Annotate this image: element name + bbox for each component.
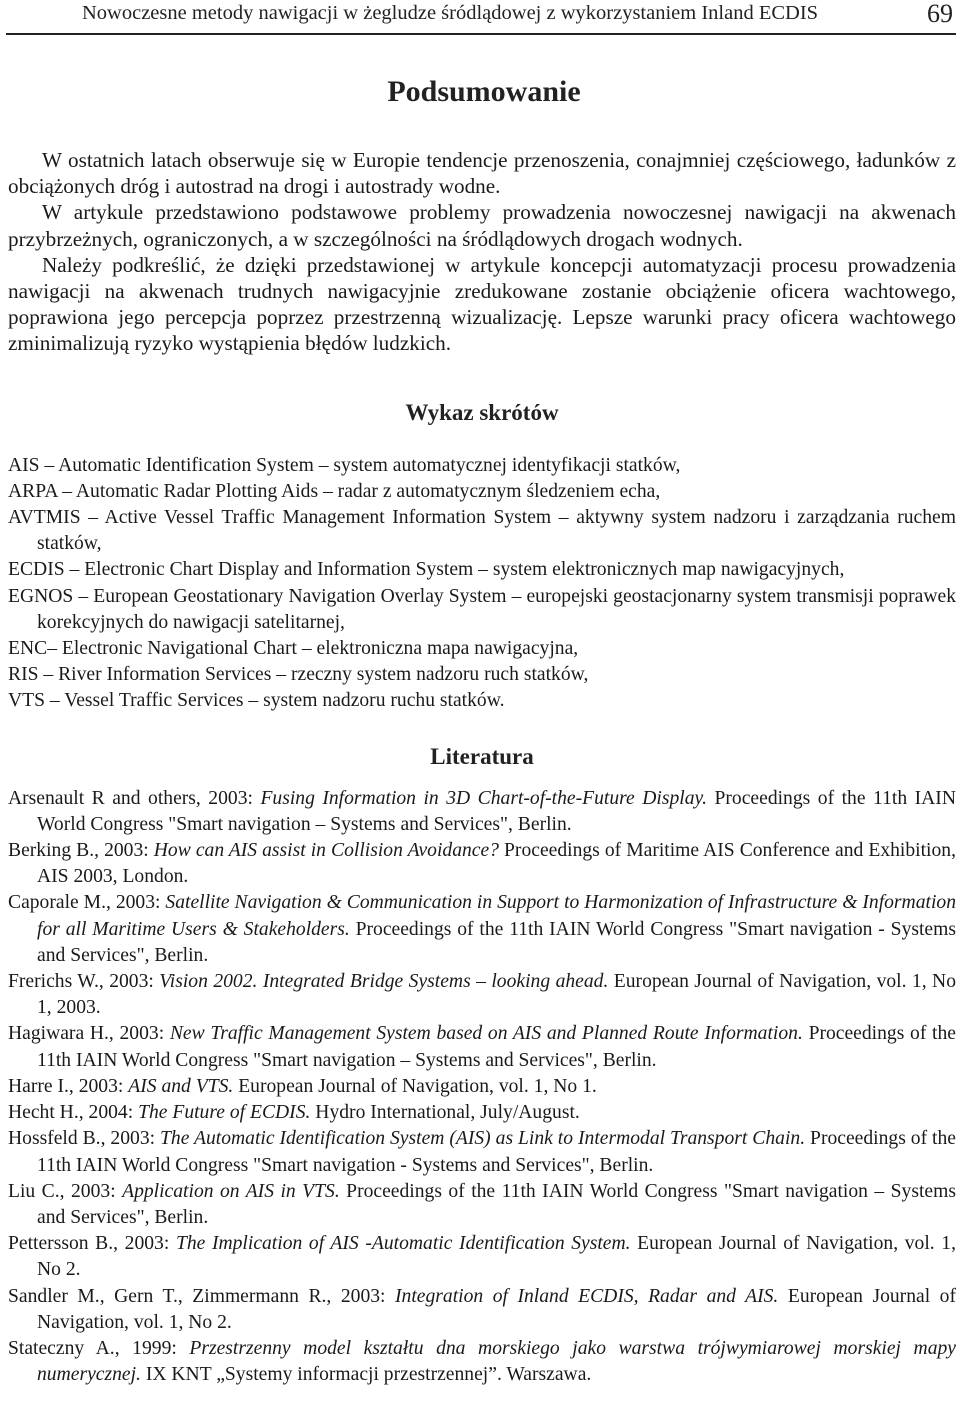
summary-heading: Podsumowanie	[387, 75, 581, 108]
reference-item	[8, 1336, 956, 1388]
reference-title: The Automatic Identification System (AIS) as Link to Intermodal Transport Chain.	[160, 1128, 806, 1150]
abbreviation-item: ECDIS – Electronic Chart Display and Information System – system elektronicznych map nawigacyjnych,	[8, 559, 845, 581]
reference-title: Vision 2002. Integrated Bridge Systems – looking ahead.	[159, 971, 609, 993]
abbreviation-item: VTS – Vessel Traffic Services – system nadzoru ruchu statków.	[8, 690, 505, 712]
reference-author: Hossfeld B., 2003:	[8, 1128, 161, 1150]
reference-source: IX KNT „Systemy informacji przestrzennej”. Warszawa.	[140, 1364, 592, 1386]
reference-list	[8, 786, 956, 1389]
reference-title: Fusing Information in 3D Chart-of-the-Future Display.	[260, 787, 708, 809]
abbreviation-item: ENC– Electronic Navigational Chart – elektroniczna mapa nawigacyjna,	[8, 638, 579, 660]
abbreviation-item: AIS – Automatic Identification System – system automatycznej identyfikacji statków,	[8, 454, 681, 476]
reference-author: Pettersson B., 2003:	[8, 1233, 176, 1255]
summary-paragraph: W artykule przedstawiono podstawowe problemy prowadzenia nowoczesnej nawigacji na akwenach przybrzeżnych, ograniczonych, a w szczególności na śródlądowych drogach wodnych.	[8, 200, 956, 251]
reference-source: Proceedings of Maritime AIS Conference and Exhibition, AIS 2003, London.	[37, 840, 956, 888]
reference-item	[8, 1074, 956, 1100]
reference-author: Stateczny A., 1999:	[8, 1337, 190, 1359]
reference-author: Arsenault R and others, 2003:	[8, 787, 261, 809]
reference-item	[8, 969, 956, 1021]
reference-source: Proceedings of the 11th IAIN World Congress "Smart navigation – Systems and Services", Berlin.	[37, 1180, 956, 1228]
reference-title: Application on AIS in VTS.	[122, 1180, 340, 1202]
reference-title: How can AIS assist in Collision Avoidance?	[153, 840, 499, 862]
reference-item	[8, 890, 956, 969]
reference-source: Proceedings of the 11th IAIN World Congress "Smart navigation – Systems and Services", Berlin.	[37, 1023, 956, 1071]
reference-author: Hagiwara H., 2003:	[8, 1023, 170, 1045]
reference-author: Sandler M., Gern T., Zimmermann R., 2003:	[8, 1285, 396, 1307]
reference-source: European Journal of Navigation, vol. 1, No 1, 2003.	[37, 971, 957, 1019]
abbreviation-item: AVTMIS – Active Vessel Traffic Management Information System – aktywny system nadzoru i zarządzania ruchem statków,	[8, 507, 956, 555]
abbreviation-item: ARPA – Automatic Radar Plotting Aids – radar z automatycznym śledzeniem echa,	[8, 480, 661, 502]
reference-author: Hecht H., 2004:	[8, 1102, 139, 1124]
reference-item	[8, 1284, 956, 1336]
reference-author: Berking B., 2003:	[8, 840, 154, 862]
reference-title: Przestrzenny model kształtu dna morskiego jako warstwa trójwymiarowej morskiej mapy numerycznej.	[37, 1337, 957, 1386]
abbreviations-heading: Wykaz skrótów	[405, 399, 559, 425]
reference-author: Caporale M., 2003:	[8, 892, 166, 914]
abbreviation-item: RIS – River Information Services – rzeczny system nadzoru ruch statków,	[8, 664, 589, 686]
reference-item	[8, 786, 956, 838]
abbreviation-item: EGNOS – European Geostationary Navigation Overlay System – europejski geostacjonarny system transmisji poprawek korekcyjnych do nawigacji satelitarnej,	[8, 585, 956, 633]
reference-item	[8, 1231, 956, 1283]
reference-item	[8, 1021, 956, 1073]
reference-source: Proceedings of the 11th IAIN World Congress "Smart navigation - Systems and Services", Berlin.	[37, 918, 956, 966]
reference-item	[8, 1179, 956, 1231]
summary-paragraph: W ostatnich latach obserwuje się w Europie tendencje przenoszenia, conajmniej częściowego, ładunków z obciążonych dróg i autostrad na drogi i autostrady wodne.	[8, 148, 956, 199]
summary-paragraph: Należy podkreślić, że dzięki przedstawionej w artykule koncepcji automatyzacji procesu prowadzenia nawigacji na akwenach trudnych nawigacyjnie zredukowane zostanie obciążenie oficera wachtowego, poprawiona jego percepcja poprzez przestrzenną wizualizację. Lepsze warunki pracy oficera wachtowego zminimalizują ryzyko wystąpienia błędów ludzkich.	[8, 252, 956, 356]
page-number: 69	[927, 0, 953, 28]
reference-title: The Future of ECDIS.	[138, 1102, 311, 1124]
reference-source: Proceedings of the 11th IAIN World Congress "Smart navigation – Systems and Services", Berlin.	[37, 787, 956, 835]
reference-source: European Journal of Navigation, vol. 1, No 2.	[37, 1285, 956, 1333]
reference-item	[8, 838, 956, 890]
literature-heading: Literatura	[430, 743, 534, 769]
reference-author: Frerichs W., 2003:	[8, 971, 160, 993]
reference-item	[8, 1100, 956, 1126]
reference-title: New Traffic Management System based on AIS and Planned Route Information.	[169, 1023, 803, 1045]
abbreviations-list	[8, 453, 956, 715]
reference-source: Hydro International, July/August.	[310, 1102, 580, 1124]
page-header	[6, 0, 956, 35]
reference-source: European Journal of Navigation, vol. 1, No 2.	[37, 1233, 956, 1281]
summary-section	[8, 147, 956, 357]
page-content	[8, 72, 956, 1388]
reference-item	[8, 1126, 956, 1178]
reference-title: AIS and VTS.	[128, 1075, 234, 1097]
reference-title: Satellite Navigation & Communication in Support to Harmonization of Infrastructure & Information for all Maritime Users & Stakeholders.	[37, 892, 956, 940]
reference-source: Proceedings of the 11th IAIN World Congress "Smart navigation - Systems and Services", Berlin.	[37, 1128, 956, 1176]
reference-author: Harre I., 2003:	[8, 1075, 129, 1097]
reference-title: The Implication of AIS -Automatic Identification System.	[175, 1233, 631, 1255]
reference-title: Integration of Inland ECDIS, Radar and AIS.	[395, 1285, 779, 1307]
running-title: Nowoczesne metody nawigacji w żegludze śródlądowej z wykorzystaniem Inland ECDIS	[82, 2, 819, 24]
reference-author: Liu C., 2003:	[8, 1180, 123, 1202]
reference-source: European Journal of Navigation, vol. 1, No 1.	[233, 1075, 597, 1097]
